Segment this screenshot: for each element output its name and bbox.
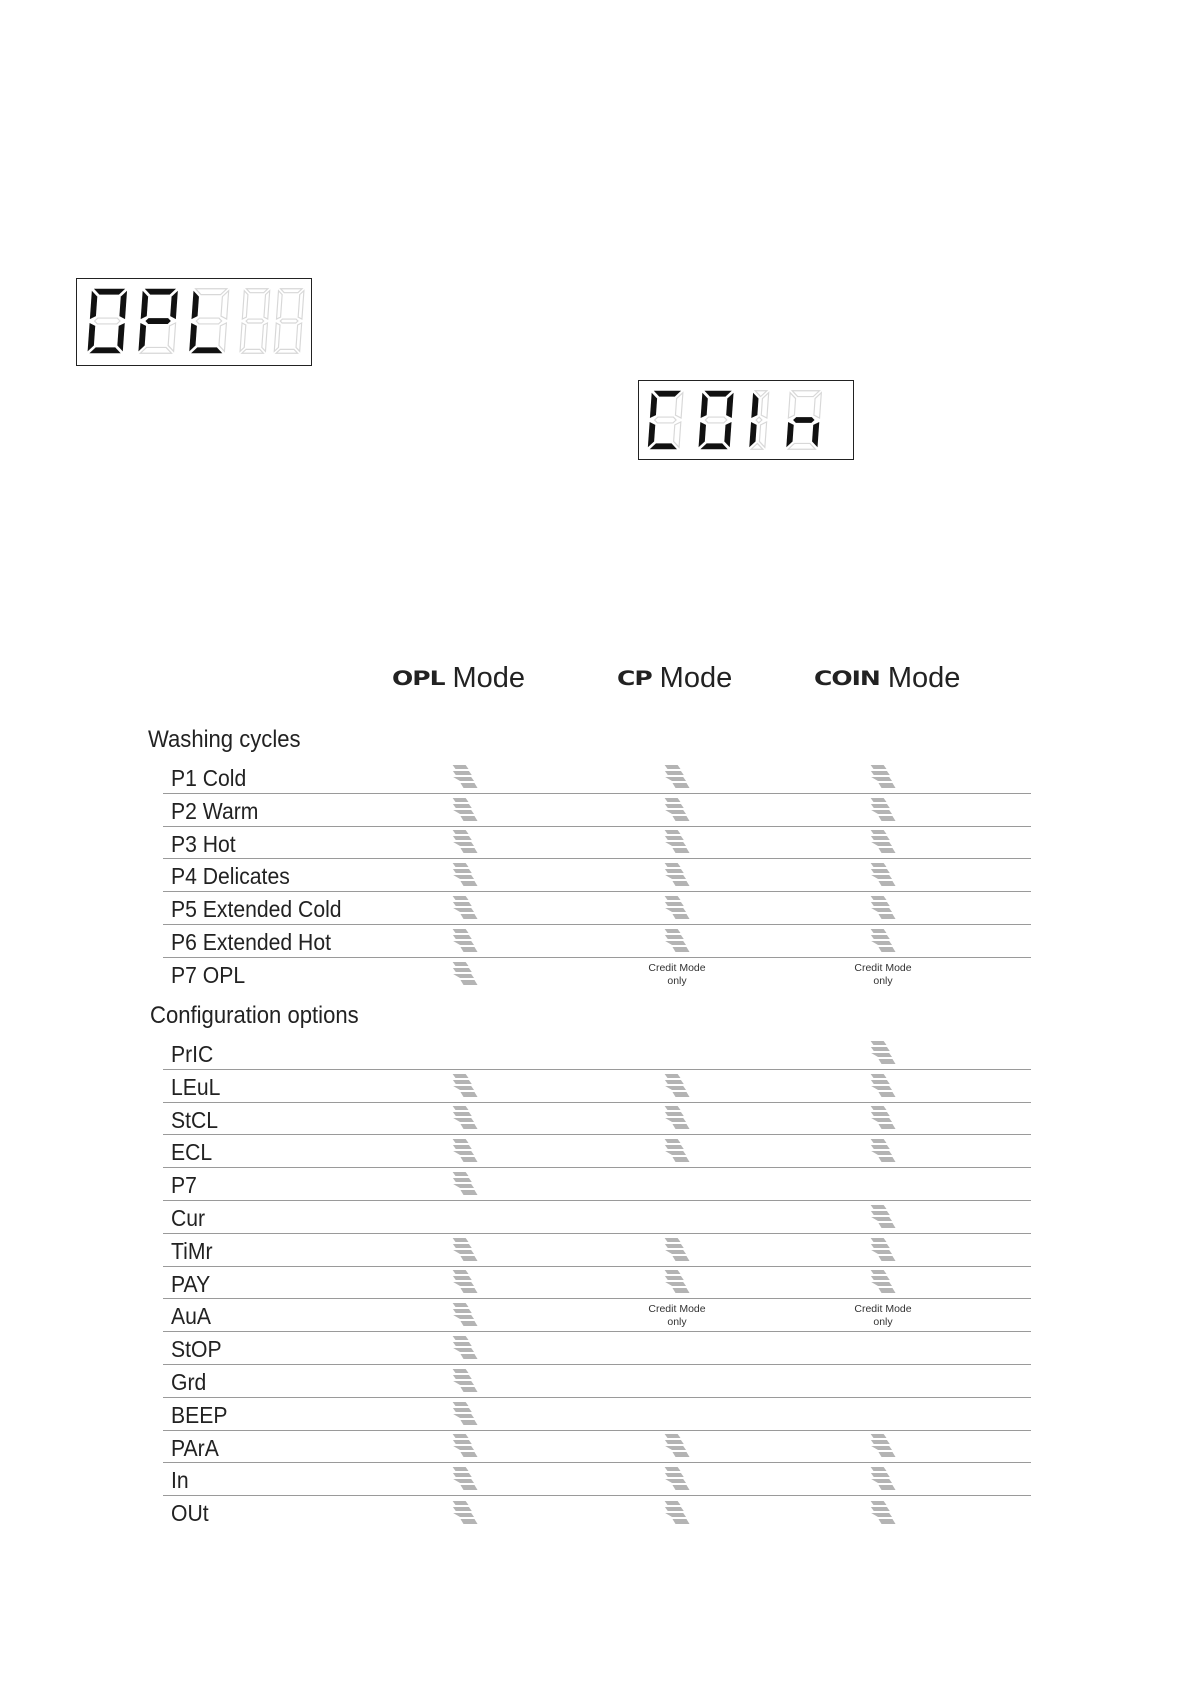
- cell-opl: [435, 1234, 495, 1266]
- cell-cp: [647, 892, 707, 924]
- check-mark-icon: [868, 893, 898, 923]
- check-mark-icon: [450, 1399, 480, 1429]
- display-segment: [140, 347, 172, 353]
- cell-coin: [853, 761, 913, 793]
- column-header-opl: [392, 662, 525, 695]
- table-row: [163, 958, 1031, 991]
- check-mark-icon: [450, 827, 480, 857]
- cell-cp: [647, 1398, 707, 1430]
- display-segment: [650, 393, 658, 418]
- cell-coin: [853, 1365, 913, 1397]
- check-mark-icon: [868, 1431, 898, 1461]
- table-row: [163, 1037, 1031, 1070]
- cell-opl: [435, 1070, 495, 1102]
- check-mark-icon: [868, 827, 898, 857]
- check-mark-icon: [662, 1498, 692, 1528]
- cell-cp: [647, 1037, 707, 1069]
- display-segment: [141, 291, 149, 319]
- cell-opl: [435, 958, 495, 991]
- cell-cp: [647, 1267, 707, 1299]
- display-segment: [138, 323, 146, 351]
- row-label: P4 Delicates: [171, 863, 290, 890]
- credit-mode-note: [853, 1303, 913, 1329]
- display-segment: [786, 422, 794, 447]
- check-mark-icon: [662, 926, 692, 956]
- display-segment: [276, 349, 298, 353]
- check-mark-icon: [868, 1235, 898, 1265]
- row-label: ECL: [171, 1139, 213, 1166]
- table-row: [163, 1267, 1031, 1300]
- display-segment: [788, 443, 816, 449]
- display-digit: [138, 289, 178, 354]
- check-mark-icon: [450, 762, 480, 792]
- display-segment: [89, 347, 121, 353]
- row-label: Grd: [171, 1368, 207, 1395]
- cell-cp: [647, 1070, 707, 1102]
- display-segment: [191, 347, 223, 353]
- check-mark-icon: [450, 1366, 480, 1396]
- credit-mode-note-line: only: [873, 1315, 893, 1328]
- check-mark-icon: [868, 1103, 898, 1133]
- table-row: [163, 794, 1031, 827]
- cell-cp: [647, 761, 707, 793]
- column-header-cp: [617, 662, 732, 695]
- display-segment: [262, 323, 268, 351]
- table-row: [163, 1463, 1031, 1496]
- mode-label: Mode: [659, 662, 733, 694]
- row-label: StCL: [171, 1106, 219, 1133]
- cell-coin: [853, 1168, 913, 1200]
- display-segment: [650, 443, 678, 449]
- check-mark-icon: [450, 1267, 480, 1297]
- cell-cp: [647, 1431, 707, 1463]
- display-segment: [242, 291, 248, 319]
- cell-opl: [435, 1103, 495, 1135]
- check-mark-icon: [868, 1071, 898, 1101]
- cell-cp: [647, 925, 707, 957]
- cell-opl: [435, 1201, 495, 1233]
- mode-tag-opl: OPL: [392, 667, 445, 690]
- table-row: [163, 925, 1031, 958]
- row-label: StOP: [171, 1336, 222, 1363]
- check-mark-icon: [450, 893, 480, 923]
- display-segment: [749, 422, 757, 447]
- credit-mode-note-line: only: [667, 1315, 687, 1328]
- cell-coin: [853, 925, 913, 957]
- display-segment: [274, 323, 280, 351]
- row-label: Cur: [171, 1204, 206, 1231]
- cell-opl: [435, 1299, 495, 1331]
- display-coin: [638, 380, 854, 460]
- table-row: [163, 761, 1031, 794]
- display-segment: [700, 443, 728, 449]
- cell-cp: [647, 1365, 707, 1397]
- check-mark-icon: [662, 1136, 692, 1166]
- display-segment: [704, 391, 732, 397]
- display-digit: [698, 391, 733, 450]
- check-mark-icon: [450, 959, 480, 989]
- display-segment: [812, 422, 820, 447]
- display-digit: [87, 289, 127, 354]
- row-label: PrIC: [171, 1041, 214, 1067]
- row-label: PArA: [171, 1434, 219, 1461]
- check-mark-icon: [662, 1071, 692, 1101]
- display-segment: [192, 291, 200, 319]
- cell-opl: [435, 1463, 495, 1495]
- check-mark-icon: [450, 1300, 480, 1330]
- display-segment: [145, 318, 171, 324]
- display-segment: [759, 422, 767, 447]
- cell-opl: [435, 1135, 495, 1167]
- cell-opl: [435, 1398, 495, 1430]
- check-mark-icon: [450, 1169, 480, 1199]
- section-title-washing-cycles: Washing cycles: [148, 726, 301, 753]
- display-segment: [94, 289, 126, 295]
- cell-opl: [435, 859, 495, 891]
- check-mark-icon: [662, 827, 692, 857]
- check-mark-icon: [450, 1235, 480, 1265]
- row-label: P5 Extended Cold: [171, 896, 342, 923]
- check-mark-icon: [450, 926, 480, 956]
- row-label: P1 Cold: [171, 765, 247, 791]
- display-segment: [280, 319, 298, 323]
- check-mark-icon: [450, 1103, 480, 1133]
- display-segment: [168, 323, 176, 351]
- display-digit: [189, 289, 229, 354]
- credit-mode-note-line: Credit Mode: [648, 961, 706, 974]
- check-mark-icon: [450, 1431, 480, 1461]
- display-segment: [701, 393, 709, 418]
- cell-coin: [853, 1201, 913, 1233]
- display-segment: [195, 289, 227, 295]
- cell-opl: [435, 1332, 495, 1364]
- cell-cp: [647, 1168, 707, 1200]
- cell-coin: [853, 1463, 913, 1495]
- display-segment: [654, 417, 676, 423]
- cell-coin: [853, 1103, 913, 1135]
- row-label: P7 OPL: [171, 961, 246, 988]
- display-segment: [221, 291, 229, 319]
- check-mark-icon: [450, 1136, 480, 1166]
- row-label: OUt: [171, 1500, 209, 1527]
- display-segment: [189, 323, 197, 351]
- check-mark-icon: [868, 926, 898, 956]
- display-segment: [298, 291, 304, 319]
- check-mark-icon: [868, 1038, 898, 1068]
- cell-coin: [853, 1299, 913, 1331]
- cell-cp: [647, 1299, 707, 1331]
- row-label: P2 Warm: [171, 797, 259, 824]
- check-mark-icon: [450, 1071, 480, 1101]
- cell-opl: [435, 1365, 495, 1397]
- cell-opl: [435, 827, 495, 859]
- check-mark-icon: [868, 795, 898, 825]
- credit-mode-note: [647, 1303, 707, 1329]
- row-label: In: [171, 1467, 189, 1494]
- cell-opl: [435, 1267, 495, 1299]
- cell-coin: [853, 1070, 913, 1102]
- row-label: PAY: [171, 1270, 211, 1297]
- check-mark-icon: [450, 1498, 480, 1528]
- mode-label: Mode: [452, 662, 526, 694]
- cell-coin: [853, 1234, 913, 1266]
- table-row: [163, 892, 1031, 925]
- table-row: [163, 1332, 1031, 1365]
- display-segment: [280, 289, 302, 293]
- cell-cp: [647, 1103, 707, 1135]
- cell-opl: [435, 794, 495, 826]
- check-mark-icon: [662, 1235, 692, 1265]
- cell-coin: [853, 859, 913, 891]
- display-segment: [726, 393, 734, 418]
- display-segment: [814, 393, 822, 418]
- credit-mode-note-line: Credit Mode: [854, 1302, 912, 1315]
- cell-opl: [435, 1496, 495, 1529]
- cell-cp: [647, 1135, 707, 1167]
- check-mark-icon: [662, 860, 692, 890]
- table-row: [163, 1201, 1031, 1234]
- check-mark-icon: [662, 795, 692, 825]
- table-row: [163, 1365, 1031, 1398]
- credit-mode-note-line: Credit Mode: [854, 961, 912, 974]
- check-mark-icon: [662, 893, 692, 923]
- check-mark-icon: [662, 762, 692, 792]
- cell-cp: [647, 859, 707, 891]
- cell-cp: [647, 1463, 707, 1495]
- check-mark-icon: [868, 1464, 898, 1494]
- display-segment: [788, 393, 796, 418]
- cell-cp: [647, 1332, 707, 1364]
- display-segment: [242, 349, 264, 353]
- cell-coin: [853, 1037, 913, 1069]
- credit-mode-note-line: only: [873, 974, 893, 987]
- check-mark-icon: [868, 762, 898, 792]
- cell-opl: [435, 1168, 495, 1200]
- display-segment: [793, 417, 815, 423]
- display-segment: [296, 323, 302, 351]
- display-segment: [240, 323, 246, 351]
- cell-coin: [853, 794, 913, 826]
- cell-opl: [435, 892, 495, 924]
- display-coin-segments: [639, 381, 853, 459]
- table-row: [163, 1168, 1031, 1201]
- check-mark-icon: [662, 1103, 692, 1133]
- display-opl: [76, 278, 312, 366]
- check-mark-icon: [868, 1202, 898, 1232]
- cell-coin: [853, 1496, 913, 1529]
- cell-opl: [435, 1037, 495, 1069]
- table-row: [163, 1431, 1031, 1464]
- row-label: LEuL: [171, 1073, 221, 1100]
- cell-cp: [647, 1234, 707, 1266]
- cell-coin: [853, 1431, 913, 1463]
- mode-tag-coin: COIN: [814, 667, 880, 690]
- row-label: P6 Extended Hot: [171, 928, 331, 955]
- display-segment: [705, 417, 727, 423]
- display-segment: [724, 422, 732, 447]
- table-row: [163, 1103, 1031, 1136]
- cell-coin: [853, 1332, 913, 1364]
- display-segment: [699, 422, 707, 447]
- display-digit: [274, 289, 304, 354]
- display-segment: [246, 319, 264, 323]
- display-segment: [144, 289, 176, 295]
- cell-cp: [647, 1496, 707, 1529]
- check-mark-icon: [450, 860, 480, 890]
- display-segment: [119, 291, 127, 319]
- cell-cp: [647, 794, 707, 826]
- cell-coin: [853, 827, 913, 859]
- table-row: [163, 1299, 1031, 1332]
- check-mark-icon: [868, 1498, 898, 1528]
- credit-mode-note-line: Credit Mode: [648, 1302, 706, 1315]
- check-mark-icon: [662, 1431, 692, 1461]
- display-digit: [648, 391, 683, 450]
- display-digit: [786, 391, 821, 450]
- check-mark-icon: [450, 1333, 480, 1363]
- display-segment: [673, 422, 681, 447]
- display-segment: [246, 289, 268, 293]
- display-digit: [749, 391, 769, 450]
- cell-cp: [647, 827, 707, 859]
- display-digit: [240, 289, 270, 354]
- cell-cp: [647, 1201, 707, 1233]
- display-segment: [90, 291, 98, 319]
- mode-label: Mode: [887, 662, 961, 694]
- display-segment: [751, 393, 759, 418]
- table-row: [163, 1496, 1031, 1529]
- table-row: [163, 1398, 1031, 1431]
- credit-mode-note: [647, 962, 707, 988]
- row-label: BEEP: [171, 1401, 228, 1428]
- check-mark-icon: [868, 860, 898, 890]
- check-mark-icon: [662, 1267, 692, 1297]
- cell-coin: [853, 1267, 913, 1299]
- mode-tag-cp: CP: [617, 667, 652, 690]
- display-segment: [756, 417, 762, 423]
- display-segment: [117, 323, 125, 351]
- washing-cycles-table: [163, 761, 1031, 991]
- check-mark-icon: [868, 1267, 898, 1297]
- cell-coin: [853, 892, 913, 924]
- cell-opl: [435, 1431, 495, 1463]
- display-segment: [675, 393, 683, 418]
- display-segment: [88, 323, 96, 351]
- display-segment: [264, 291, 270, 319]
- row-label: P7: [171, 1172, 197, 1199]
- cell-opl: [435, 761, 495, 793]
- display-opl-segments: [77, 279, 311, 365]
- table-row: [163, 1070, 1031, 1103]
- check-mark-icon: [450, 1464, 480, 1494]
- row-label: P3 Hot: [171, 830, 236, 857]
- display-segment: [761, 393, 769, 418]
- cell-coin: [853, 1135, 913, 1167]
- section-title-configuration-options: Configuration options: [150, 1002, 359, 1029]
- display-segment: [94, 318, 120, 324]
- display-segment: [196, 318, 222, 324]
- display-segment: [653, 391, 681, 397]
- display-segment: [170, 291, 178, 319]
- display-segment: [792, 391, 820, 397]
- display-segment: [648, 422, 656, 447]
- cell-coin: [853, 958, 913, 991]
- cell-cp: [647, 958, 707, 991]
- check-mark-icon: [868, 1136, 898, 1166]
- table-row: [163, 1135, 1031, 1168]
- configuration-options-table: [163, 1037, 1031, 1529]
- table-row: [163, 1234, 1031, 1267]
- check-mark-icon: [662, 1464, 692, 1494]
- check-mark-icon: [450, 795, 480, 825]
- display-segment: [219, 323, 227, 351]
- cell-opl: [435, 925, 495, 957]
- column-header-coin: [814, 662, 960, 695]
- credit-mode-note-line: only: [667, 974, 687, 987]
- cell-coin: [853, 1398, 913, 1430]
- display-segment: [277, 291, 283, 319]
- row-label: TiMr: [171, 1237, 213, 1264]
- table-row: [163, 827, 1031, 860]
- row-label: AuA: [171, 1303, 212, 1330]
- credit-mode-note: [853, 962, 913, 988]
- table-row: [163, 859, 1031, 892]
